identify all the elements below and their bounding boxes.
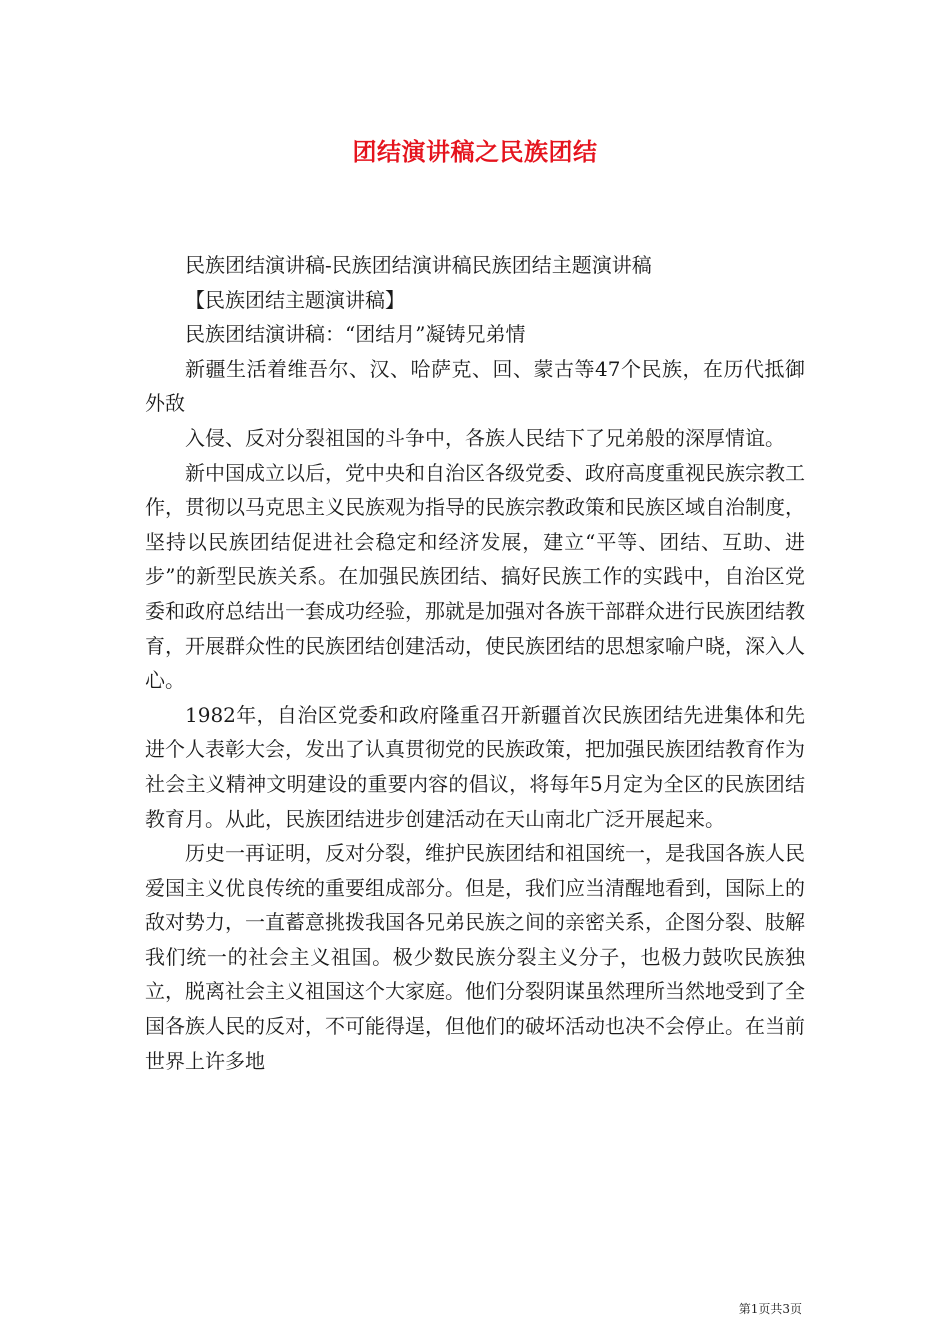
paragraph-2: 【民族团结主题演讲稿】: [185, 287, 405, 312]
paragraph-6: 新中国成立以后，党中央和自治区各级党委、政府高度重视民族宗教工作，贯彻以马克思主义民族观为指导的民族宗教政策和民族区域自治制度，坚持以民族团结促进社会稳定和经济发展，建立“平等、团结、互助、进步”的新型民族关系。在加强民族团结、搞好民族工作的实践中，自治区党委和政府总结出一套成功经验，那就是加强对各族干部群众进行民族团结教育，开展群众性的民族团结创建活动，使民族团结的思想家喻户晓，深入人心。: [145, 460, 805, 693]
paragraph-1: 民族团结演讲稿-民族团结演讲稿民族团结主题演讲稿: [185, 253, 652, 277]
paragraph-7: 1982年，自治区党委和政府隆重召开新疆首次民族团结先进集体和先进个人表彰大会，发出了认真贯彻党的民族政策，把加强民族团结教育作为社会主义精神文明建设的重要内容的倡议，将每年5月定为全区的民族团结教育月。从此，民族团结进步创建活动在天山南北广泛开展起来。: [145, 702, 805, 831]
paragraph-3: 民族团结演讲稿：“团结月”凝铸兄弟情: [185, 322, 526, 347]
paragraph-4: 新疆生活着维吾尔、汉、哈萨克、回、蒙古等47个民族，在历代抵御外敌: [145, 356, 805, 416]
document-title: 团结演讲稿之民族团结: [352, 137, 598, 166]
document-body: [145, 248, 805, 1078]
paragraph-5: 入侵、反对分裂祖国的斗争中，各族人民结下了兄弟般的深厚情谊。: [185, 425, 785, 450]
page-number-footer: 第1页共3页: [738, 1302, 802, 1316]
paragraph-8: 历史一再证明，反对分裂，维护民族团结和祖国统一，是我国各族人民爱国主义优良传统的重要组成部分。但是，我们应当清醒地看到，国际上的敌对势力，一直蓄意挑拨我国各兄弟民族之间的亲密关系，企图分裂、肢解我们统一的社会主义祖国。极少数民族分裂主义分子，也极力鼓吹民族独立，脱离社会主义祖国这个大家庭。他们分裂阴谋虽然理所当然地受到了全国各族人民的反对，不可能得逞，但他们的破坏活动也决不会停止。在当前世界上许多地: [145, 841, 805, 1073]
